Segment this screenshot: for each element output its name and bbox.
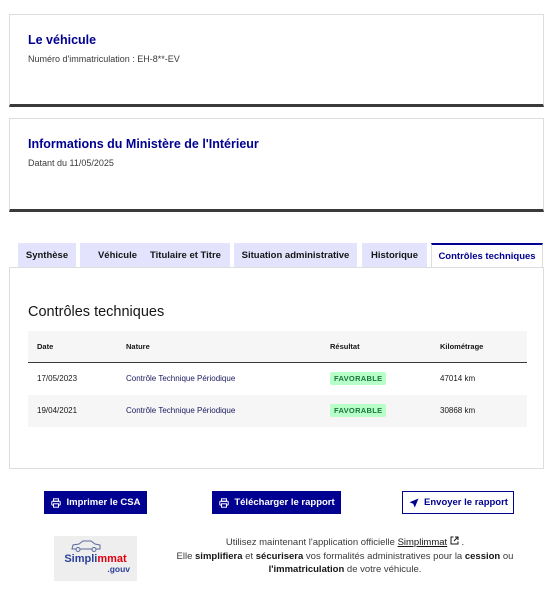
tab-situation-administrative[interactable]: Situation administrative [234, 243, 357, 267]
promo-text: . [461, 537, 465, 548]
car-icon [70, 540, 102, 552]
col-date: Date [37, 342, 54, 351]
promo-strong: l'immatriculation [268, 564, 345, 575]
row-km: 47014 km [440, 374, 476, 383]
external-link-icon [450, 537, 465, 548]
row-nature: Contrôle Technique Périodique [126, 406, 236, 415]
row-km: 30868 km [440, 406, 476, 415]
vehicle-card [9, 14, 544, 107]
ministry-card [9, 118, 544, 212]
tab-synthese[interactable]: Synthèse [18, 243, 76, 267]
simplimmat-promo [150, 536, 540, 577]
promo-text: ou [500, 550, 514, 562]
row-date: 17/05/2023 [37, 374, 78, 383]
result-badge: FAVORABLE [330, 404, 386, 417]
send-label: Envoyer le rapport [424, 497, 508, 508]
row-nature: Contrôle Technique Périodique [126, 374, 236, 383]
col-kilometrage: Kilométrage [440, 342, 484, 351]
print-label: Imprimer le CSA [66, 497, 141, 508]
send-icon [408, 497, 419, 508]
table-row [28, 363, 527, 395]
simplimmat-logo[interactable] [54, 536, 137, 581]
printer-icon [218, 497, 229, 508]
logo-wordmark: Simplimmat [64, 552, 127, 565]
download-report-button[interactable] [212, 491, 341, 514]
printer-icon [51, 497, 62, 508]
col-resultat: Résultat [330, 342, 360, 351]
promo-text: vos formalités administratives pour la [303, 550, 465, 562]
promo-strong: simplifiera [195, 550, 243, 562]
row-date: 19/04/2021 [37, 406, 78, 415]
promo-strong: sécurisera [255, 550, 304, 562]
print-csa-button[interactable] [44, 491, 147, 514]
download-label: Télécharger le rapport [234, 497, 335, 508]
plate-number: Numéro d'immatriculation : EH-8**-EV [28, 54, 180, 64]
controles-panel [9, 267, 544, 469]
tab-titulaire[interactable]: Titulaire et Titre [141, 243, 230, 267]
simplimmat-link[interactable]: Simplimmat [397, 537, 448, 548]
table-row [28, 395, 527, 427]
data-date: Datant du 11/05/2025 [28, 158, 114, 168]
controles-table [28, 331, 527, 427]
promo-strong: cession [464, 550, 501, 562]
promo-text: Elle [176, 550, 196, 562]
tab-controles-techniques[interactable]: Contrôles techniques [431, 243, 543, 268]
promo-text: et [242, 550, 256, 562]
panel-title: Contrôles techniques [28, 304, 165, 320]
promo-text: de votre véhicule. [344, 564, 422, 575]
col-nature: Nature [126, 342, 150, 351]
ministry-title: Informations du Ministère de l'Intérieur [28, 137, 259, 151]
table-header [28, 331, 527, 363]
vehicle-title: Le véhicule [28, 33, 97, 47]
promo-text: Utilisez maintenant l'application officielle [225, 537, 398, 548]
result-badge: FAVORABLE [330, 372, 386, 385]
tab-historique[interactable]: Historique [362, 243, 427, 267]
tab-vehicule[interactable]: Véhicule [80, 243, 155, 267]
logo-gouv: .gouv [107, 563, 130, 574]
send-report-button[interactable] [402, 491, 514, 514]
